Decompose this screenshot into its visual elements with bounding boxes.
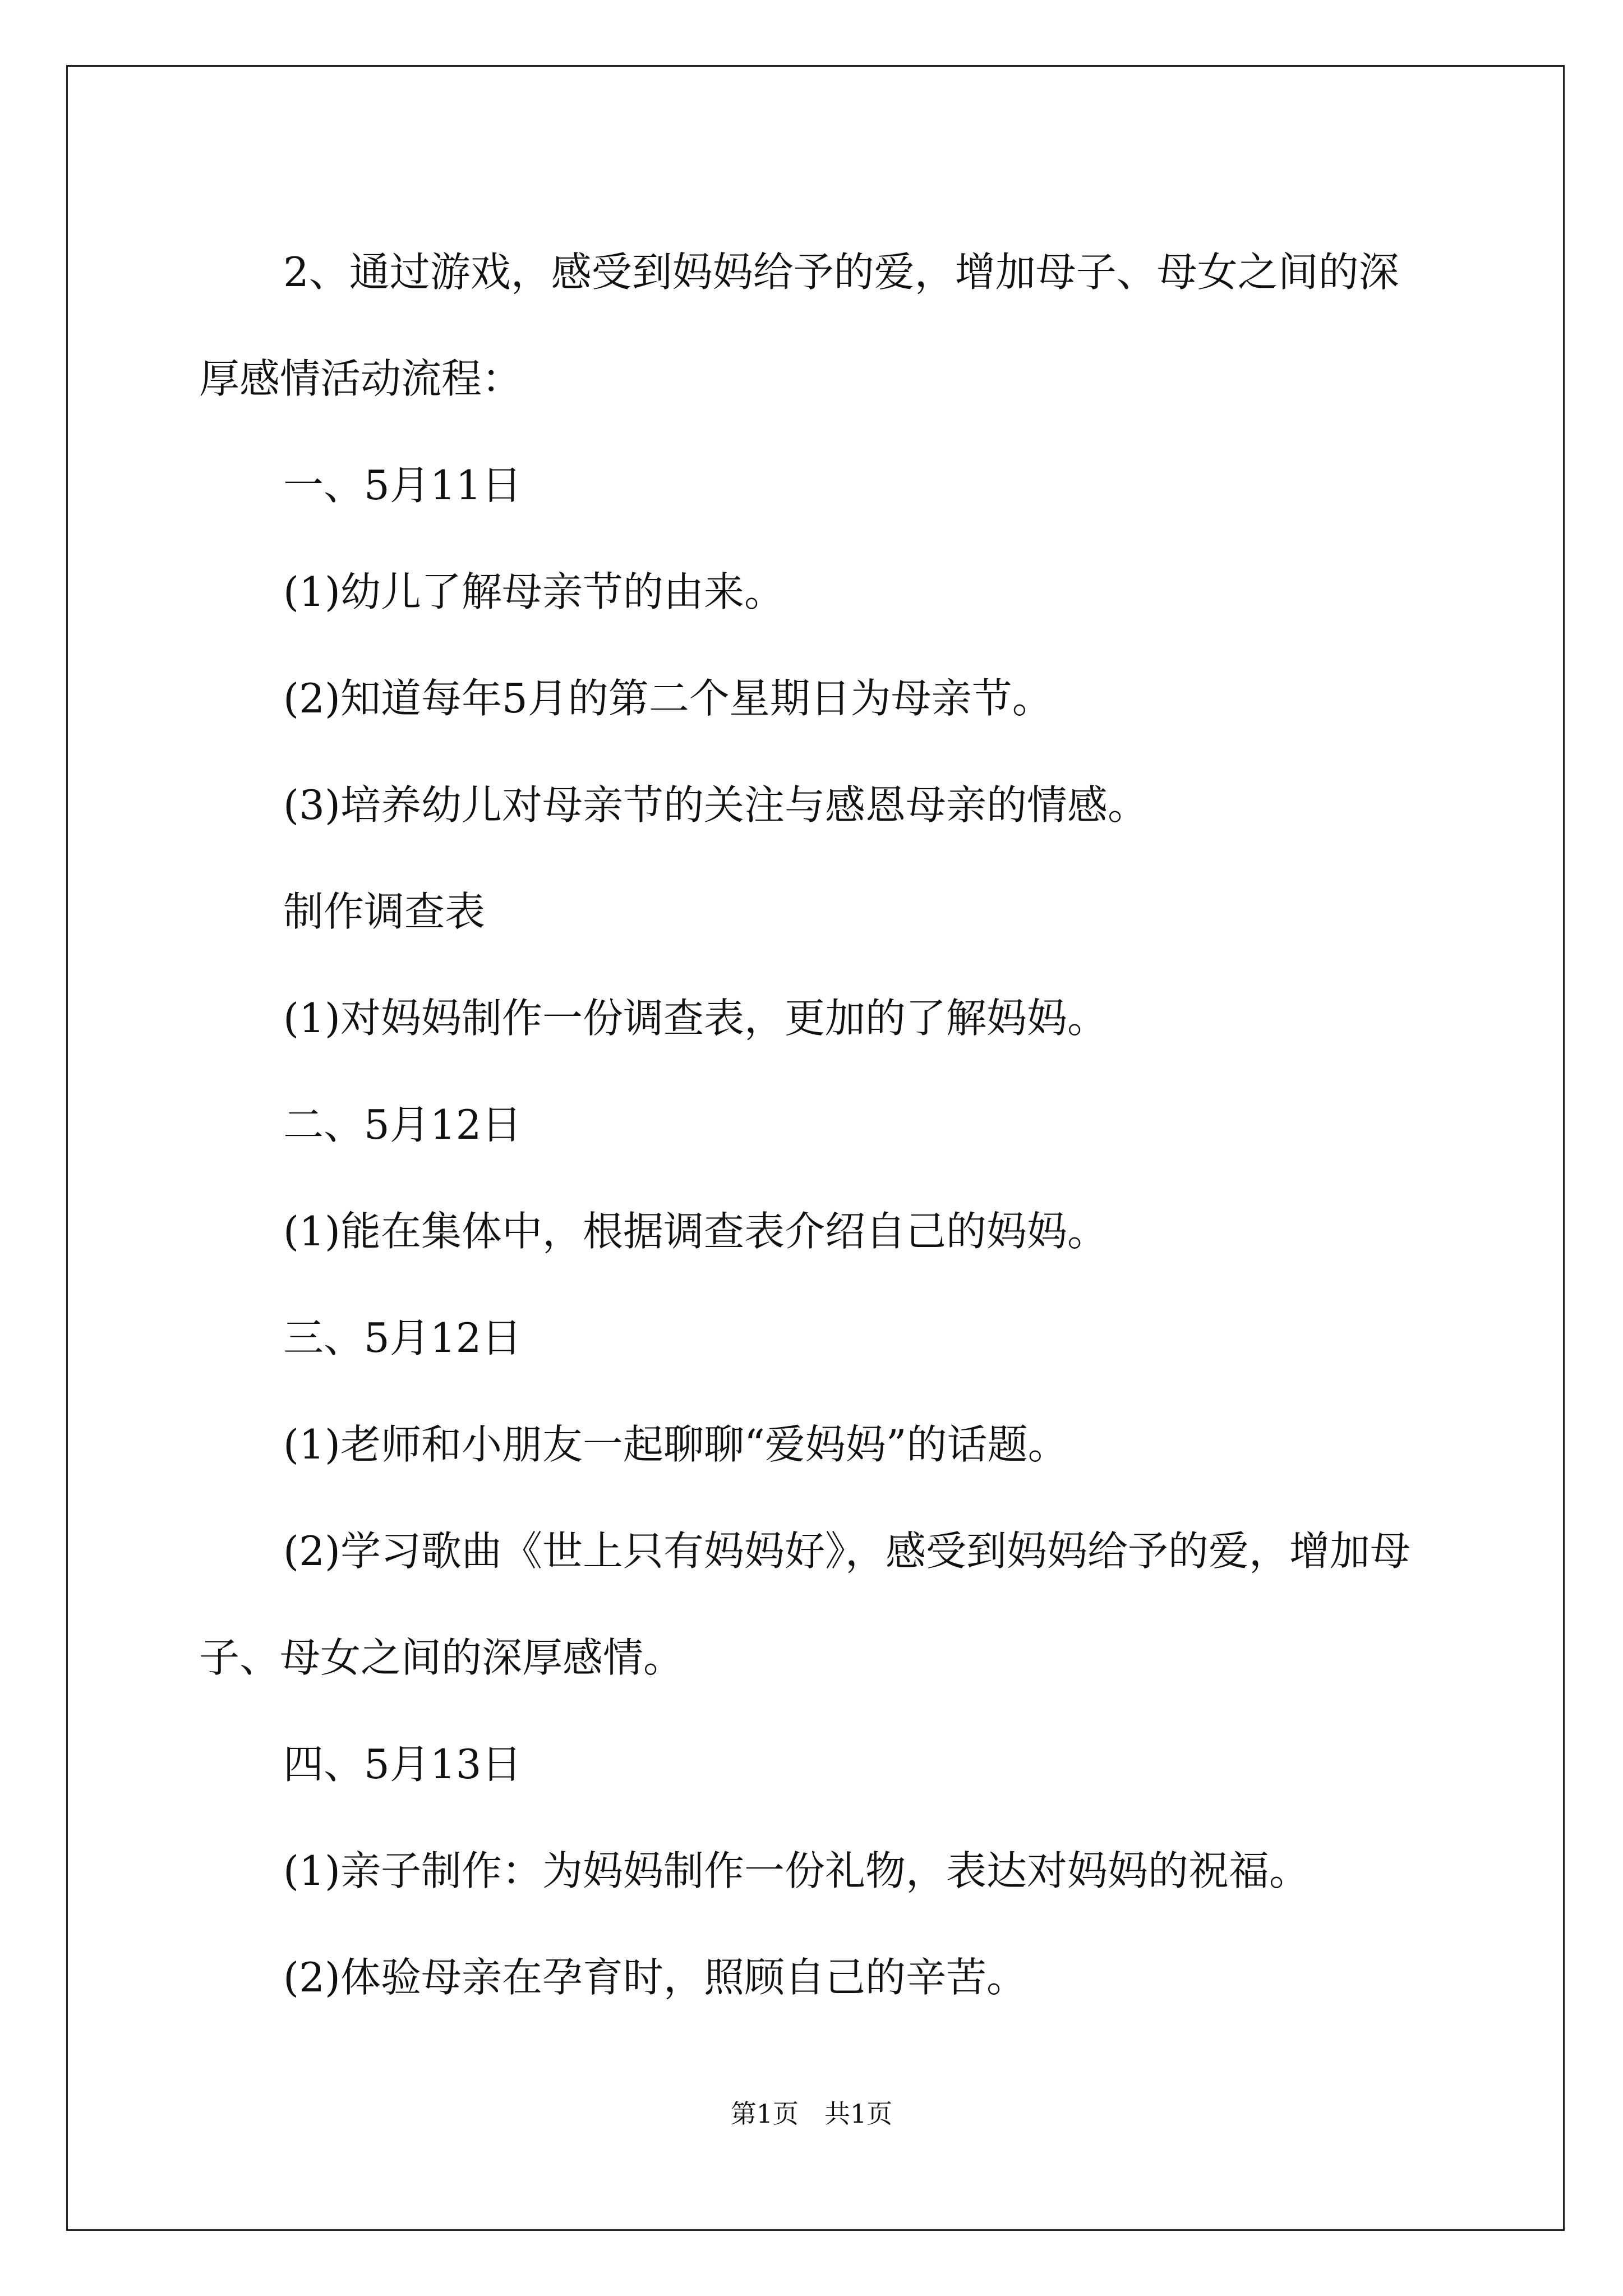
paragraph-goal-2: 2、通过游戏，感受到妈妈给予的爱，增加母子、母女之间的深厚感情活动流程：: [199, 249, 1399, 402]
list-item: (2)知道每年5月的第二个星期日为母亲节。: [283, 675, 1053, 722]
heading-day-1: 一、5月11日: [283, 462, 522, 509]
page-total: 共1页: [824, 2099, 893, 2129]
list-item: (1)幼儿了解母亲节的由来。: [283, 568, 785, 615]
list-item: (1)对妈妈制作一份调查表，更加的了解妈妈。: [283, 995, 1108, 1042]
heading-day-3: 三、5月12日: [283, 1314, 522, 1361]
subheading-survey: 制作调查表: [283, 888, 486, 935]
list-item: (1)亲子制作：为妈妈制作一份礼物，表达对妈妈的祝福。: [283, 1847, 1310, 1894]
list-item: (2)体验母亲在孕育时，照顾自己的辛苦。: [283, 1954, 1027, 2001]
list-item: (1)能在集体中，根据调查表介绍自己的妈妈。: [283, 1208, 1108, 1255]
list-item: (1)老师和小朋友一起聊聊“爱妈妈”的话题。: [283, 1421, 1068, 1468]
list-item: (2)学习歌曲《世上只有妈妈好》，感受到妈妈给予的爱，增加母子、母女之间的深厚感情。: [199, 1527, 1410, 1681]
document-body: [199, 219, 1438, 2031]
page-number: 第1页: [730, 2099, 799, 2129]
page-footer: [0, 2097, 1623, 2131]
list-item: (3)培养幼儿对母亲节的关注与感恩母亲的情感。: [283, 781, 1148, 829]
heading-day-4: 四、5月13日: [283, 1741, 522, 1788]
heading-day-2: 二、5月12日: [283, 1101, 522, 1148]
